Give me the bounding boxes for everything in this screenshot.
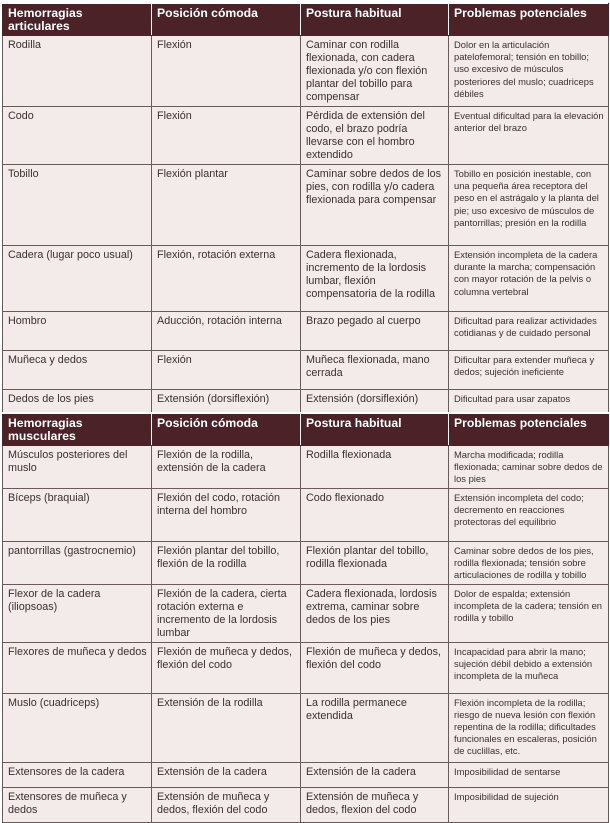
cell-location: pantorrillas (gastrocnemio) — [3, 541, 152, 584]
cell-comfortable-position: Flexión — [152, 351, 301, 390]
cell-potential-problems: Dificultad para realizar actividades cotidianas y de cuidado personal — [449, 312, 609, 351]
table-row — [3, 762, 609, 787]
table-row — [3, 642, 609, 693]
table-row — [3, 446, 609, 489]
cell-usual-posture: Flexión de muñeca y dedos, flexión del codo — [301, 642, 449, 693]
cell-comfortable-position: Extensión de la cadera — [152, 762, 301, 787]
cell-location: Muslo (cuadriceps) — [3, 693, 152, 762]
cell-location: Codo — [3, 107, 152, 165]
cell-comfortable-position: Extensión de muñeca y dedos, flexión del codo — [152, 787, 301, 822]
cell-potential-problems: Dolor en la articulación patelofemoral; tensión en tobillo; uso excesivo de músculos posteriores del muslo; cuadriceps débiles — [449, 36, 609, 107]
cell-usual-posture: Extensión (dorsiflexión) — [301, 390, 449, 414]
cell-usual-posture: Muñeca flexionada, mano cerrada — [301, 351, 449, 390]
column-header: Problemas potenciales — [449, 413, 609, 446]
cell-comfortable-position: Flexión de muñeca y dedos, flexión del codo — [152, 642, 301, 693]
cell-comfortable-position: Flexión — [152, 107, 301, 165]
cell-comfortable-position: Flexión — [152, 36, 301, 107]
cell-location: Bíceps (braquial) — [3, 488, 152, 541]
cell-comfortable-position: Flexión, rotación externa — [152, 246, 301, 312]
cell-comfortable-position: Flexión de la cadera, cierta rotación externa e incremento de la lordosis lumbar — [152, 584, 301, 642]
table-row — [3, 165, 609, 246]
column-header: Hemorragias articulares — [3, 4, 152, 36]
table-row — [3, 693, 609, 762]
cell-location: Músculos posteriores del muslo — [3, 446, 152, 489]
column-header: Posición cómoda — [152, 413, 301, 446]
cell-location: Flexores de muñeca y dedos — [3, 642, 152, 693]
cell-location: Tobillo — [3, 165, 152, 246]
joint-hemorrhages-header-row — [3, 4, 609, 36]
cell-usual-posture: Pérdida de extensión del codo, el brazo podría llevarse con el hombro extendido — [301, 107, 449, 165]
table-row — [3, 584, 609, 642]
table-row — [3, 246, 609, 312]
cell-potential-problems: Flexión incompleta de la rodilla; riesgo de nueva lesión con flexión repentina de la rodilla; dificultades funcionales en escaleras, posición de cuclillas, etc. — [449, 693, 609, 762]
cell-potential-problems: Dolor de espalda; extensión incompleta de la cadera; tensión en rodilla y tobillo — [449, 584, 609, 642]
cell-usual-posture: Caminar con rodilla flexionada, con cadera flexionada y/o con flexión plantar del tobillo para compensar — [301, 36, 449, 107]
column-header: Problemas potenciales — [449, 4, 609, 36]
column-header: Postura habitual — [301, 4, 449, 36]
cell-usual-posture: Extensión de muñeca y dedos, flexion del codo — [301, 787, 449, 822]
cell-location: Extensores de muñeca y dedos — [3, 787, 152, 822]
cell-potential-problems: Imposibilidad de sujeción — [449, 787, 609, 822]
cell-potential-problems: Extensión incompleta de la cadera durante la marcha; compensación con mayor rotación de la pelvis o columna vertebral — [449, 246, 609, 312]
cell-location: Cadera (lugar poco usual) — [3, 246, 152, 312]
postures-table-body — [3, 4, 609, 823]
cell-comfortable-position: Aducción, rotación interna — [152, 312, 301, 351]
column-header: Posición cómoda — [152, 4, 301, 36]
cell-location: Extensores de la cadera — [3, 762, 152, 787]
table-row — [3, 787, 609, 822]
cell-potential-problems: Imposibilidad de sentarse — [449, 762, 609, 787]
cell-comfortable-position: Flexión de la rodilla, extensión de la cadera — [152, 446, 301, 489]
cell-potential-problems: Eventual dificultad para la elevación anterior del brazo — [449, 107, 609, 165]
table-row — [3, 390, 609, 414]
column-header: Postura habitual — [301, 413, 449, 446]
table-row — [3, 312, 609, 351]
cell-location: Hombro — [3, 312, 152, 351]
muscle-hemorrhages-header-row — [3, 413, 609, 446]
cell-potential-problems: Tobillo en posición inestable, con una pequeña área receptora del peso en el astrágalo y la planta del pie; uso excesivo de músculos de pantorrillas; presión en la rodilla — [449, 165, 609, 246]
cell-usual-posture: Cadera flexionada, lordosis extrema, caminar sobre dedos de los pies — [301, 584, 449, 642]
cell-comfortable-position: Flexión plantar del tobillo, flexión de la rodilla — [152, 541, 301, 584]
cell-comfortable-position: Flexión plantar — [152, 165, 301, 246]
column-header: Hemorragias musculares — [3, 413, 152, 446]
cell-usual-posture: La rodilla permanece extendida — [301, 693, 449, 762]
postures-table — [2, 3, 609, 823]
cell-comfortable-position: Flexión del codo, rotación interna del hombro — [152, 488, 301, 541]
table-row — [3, 541, 609, 584]
cell-usual-posture: Codo flexionado — [301, 488, 449, 541]
cell-location: Rodilla — [3, 36, 152, 107]
cell-potential-problems: Dificultad para usar zapatos — [449, 390, 609, 414]
cell-location: Flexor de la cadera (iliopsoas) — [3, 584, 152, 642]
cell-usual-posture: Extensión de la cadera — [301, 762, 449, 787]
cell-potential-problems: Incapacidad para abrir la mano; sujeción débil debido a extensión incompleta de la muñeca — [449, 642, 609, 693]
cell-potential-problems: Extensión incompleta del codo; decremento en reacciones protectoras del equilibrio — [449, 488, 609, 541]
cell-location: Muñeca y dedos — [3, 351, 152, 390]
cell-usual-posture: Caminar sobre dedos de los pies, con rodilla y/o cadera flexionada para compensar — [301, 165, 449, 246]
cell-usual-posture: Brazo pegado al cuerpo — [301, 312, 449, 351]
table-row — [3, 488, 609, 541]
cell-potential-problems: Marcha modificada; rodilla flexionada; caminar sobre dedos de los pies — [449, 446, 609, 489]
cell-potential-problems: Caminar sobre dedos de los pies, rodilla flexionada; tensión sobre articulaciones de rodilla y tobillo — [449, 541, 609, 584]
cell-comfortable-position: Extensión de la rodilla — [152, 693, 301, 762]
table-row — [3, 351, 609, 390]
cell-usual-posture: Rodilla flexionada — [301, 446, 449, 489]
cell-comfortable-position: Extensión (dorsiflexión) — [152, 390, 301, 414]
cell-usual-posture: Cadera flexionada, incremento de la lordosis lumbar, flexión compensatoria de la rodilla — [301, 246, 449, 312]
cell-usual-posture: Flexión plantar del tobillo, rodilla flexionada — [301, 541, 449, 584]
table-row — [3, 107, 609, 165]
cell-potential-problems: Dificultar para extender muñeca y dedos; sujeción ineficiente — [449, 351, 609, 390]
table-row — [3, 36, 609, 107]
cell-location: Dedos de los pies — [3, 390, 152, 414]
